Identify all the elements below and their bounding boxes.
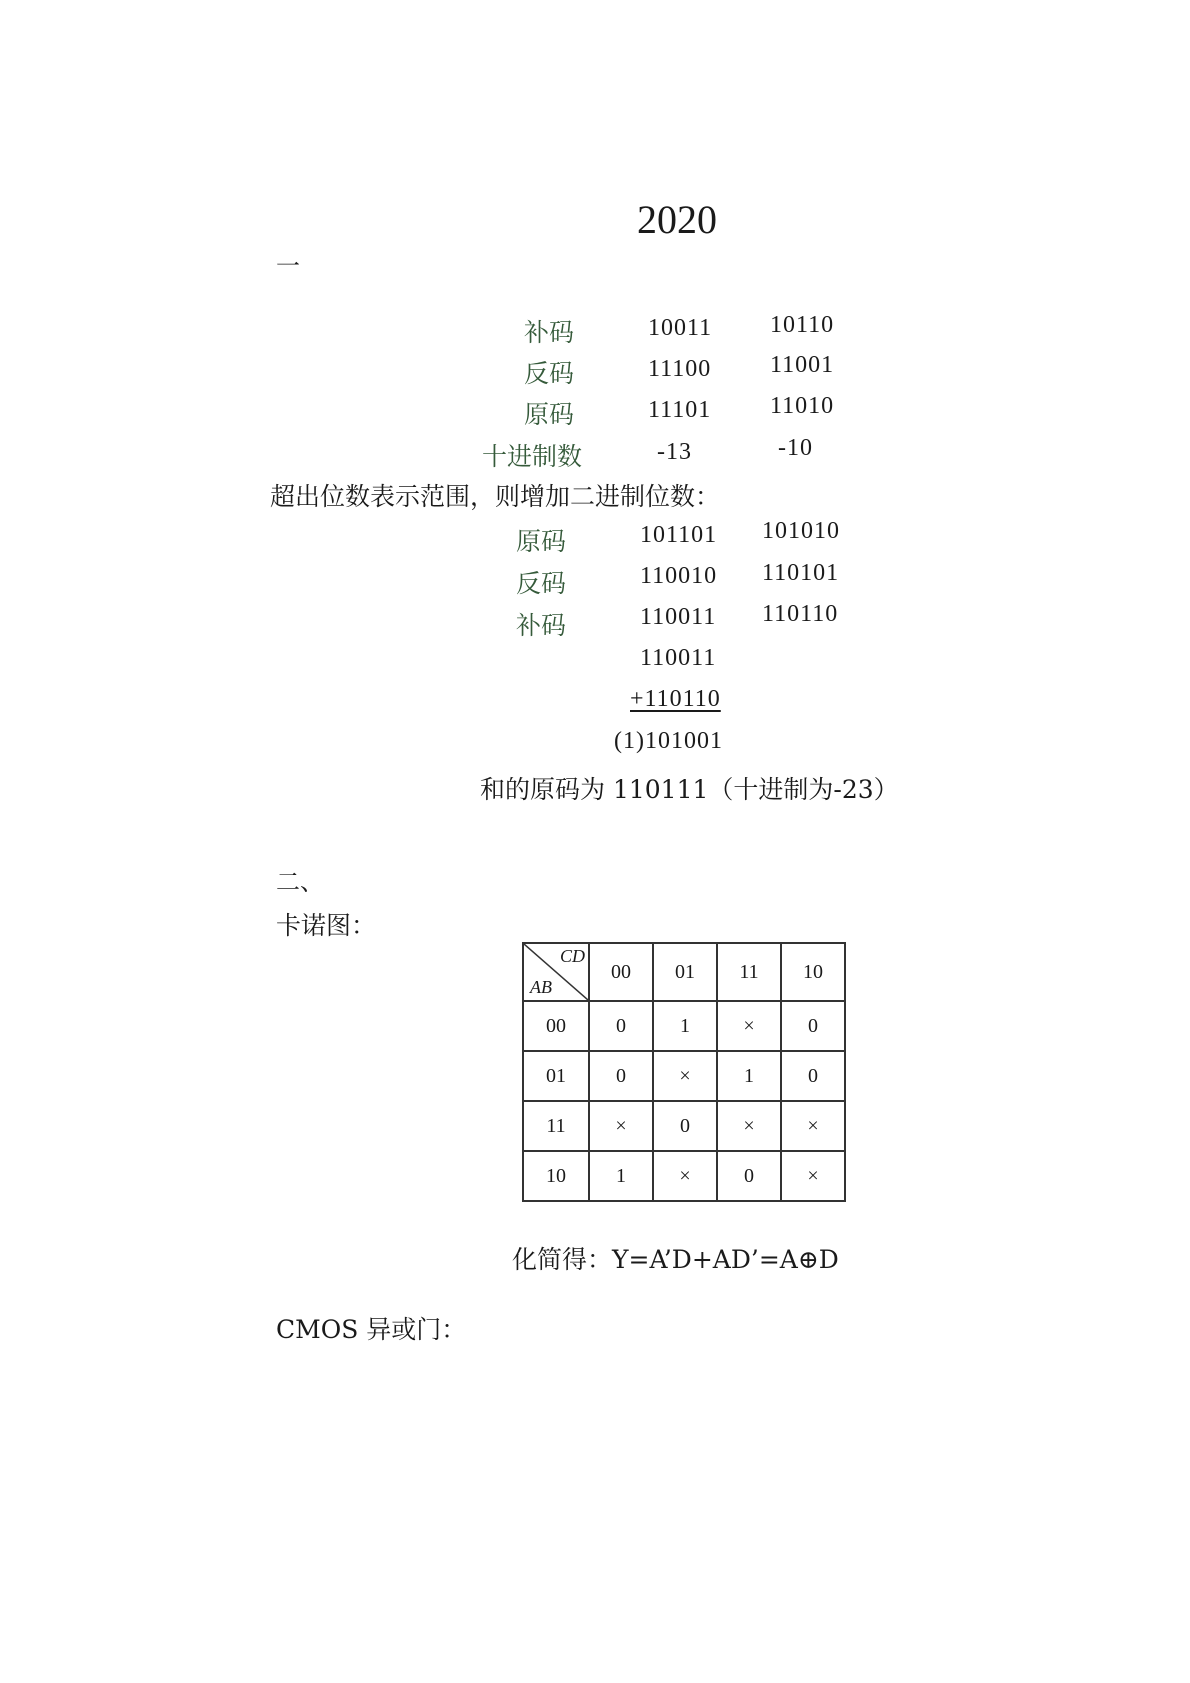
addition-result: (1)101001	[614, 728, 723, 754]
table1-value-b-0: 10110	[770, 312, 835, 338]
addition-operand-2: +110110	[630, 686, 721, 712]
kmap-row	[523, 1101, 845, 1151]
table1-value-a-0: 10011	[648, 315, 713, 341]
table2-value-b-0: 101010	[762, 518, 840, 544]
kmap-col-var: CD	[559, 946, 585, 966]
kmap-row	[523, 1051, 845, 1101]
kmap-cell: 1	[653, 1001, 717, 1051]
kmap-cell: 0	[781, 1051, 845, 1101]
kmap-row-var: AB	[530, 977, 552, 997]
kmap-col-header: 11	[717, 943, 781, 1001]
kmap-label: 卡诺图：	[276, 911, 377, 940]
table2-value-a-1: 110010	[640, 563, 718, 589]
kmap-col-header: 01	[653, 943, 717, 1001]
kmap-row-header: 11	[523, 1101, 589, 1151]
simplified-expression: 化简得：Y=A’D+AD’=A⊕D	[512, 1245, 839, 1274]
kmap-row-header: 01	[523, 1051, 589, 1101]
table2-label-1: 反码	[516, 569, 567, 598]
table1-value-b-1: 11001	[770, 352, 835, 378]
karnaugh-map	[522, 942, 846, 1202]
kmap-row-header: 00	[523, 1001, 589, 1051]
overflow-note: 超出位数表示范围，则增加二进制位数：	[270, 482, 721, 511]
kmap-cell: ×	[717, 1101, 781, 1151]
kmap-corner-cell	[523, 943, 589, 1001]
kmap-col-header: 10	[781, 943, 845, 1001]
kmap-cell: 0	[653, 1101, 717, 1151]
cmos-xor-label: CMOS 异或门：	[276, 1315, 467, 1344]
section-2-heading: 二、	[276, 868, 324, 896]
table2-label-0: 原码	[516, 527, 567, 556]
kmap-row-header: 10	[523, 1151, 589, 1201]
kmap-cell: 0	[589, 1001, 653, 1051]
kmap-col-header: 00	[589, 943, 653, 1001]
table2-value-b-1: 110101	[762, 560, 840, 586]
table2-value-a-0: 101101	[640, 522, 718, 548]
table2-label-2: 补码	[516, 611, 567, 640]
kmap-cell: 1	[717, 1051, 781, 1101]
table1-label-2: 原码	[524, 400, 575, 429]
table1-value-a-2: 11101	[648, 397, 712, 423]
kmap-header-row	[523, 943, 845, 1001]
kmap-cell: 0	[781, 1001, 845, 1051]
page-title: 2020	[637, 197, 717, 242]
table1-label-3: 十进制数	[482, 442, 583, 471]
table1-label-1: 反码	[524, 359, 575, 388]
kmap-cell: 1	[589, 1151, 653, 1201]
kmap-cell: ×	[653, 1051, 717, 1101]
table1-value-b-2: 11010	[770, 393, 835, 419]
table1-value-b-3: -10	[778, 435, 813, 461]
kmap-cell: ×	[781, 1101, 845, 1151]
kmap-cell: ×	[781, 1151, 845, 1201]
addition-operand-1: 110011	[640, 645, 717, 671]
sum-note: 和的原码为 110111（十进制为-23）	[480, 775, 899, 804]
table1-value-a-1: 11100	[648, 356, 712, 382]
kmap-row	[523, 1151, 845, 1201]
kmap-cell: 0	[717, 1151, 781, 1201]
table2-value-a-2: 110011	[640, 604, 717, 630]
section-1-heading: 一	[276, 252, 300, 280]
kmap-cell: 0	[589, 1051, 653, 1101]
kmap-cell: ×	[653, 1151, 717, 1201]
kmap-cell: ×	[589, 1101, 653, 1151]
table2-value-b-2: 110110	[762, 601, 839, 627]
kmap-cell: ×	[717, 1001, 781, 1051]
table1-label-0: 补码	[524, 318, 575, 347]
table1-value-a-3: -13	[657, 439, 692, 465]
kmap-row	[523, 1001, 845, 1051]
